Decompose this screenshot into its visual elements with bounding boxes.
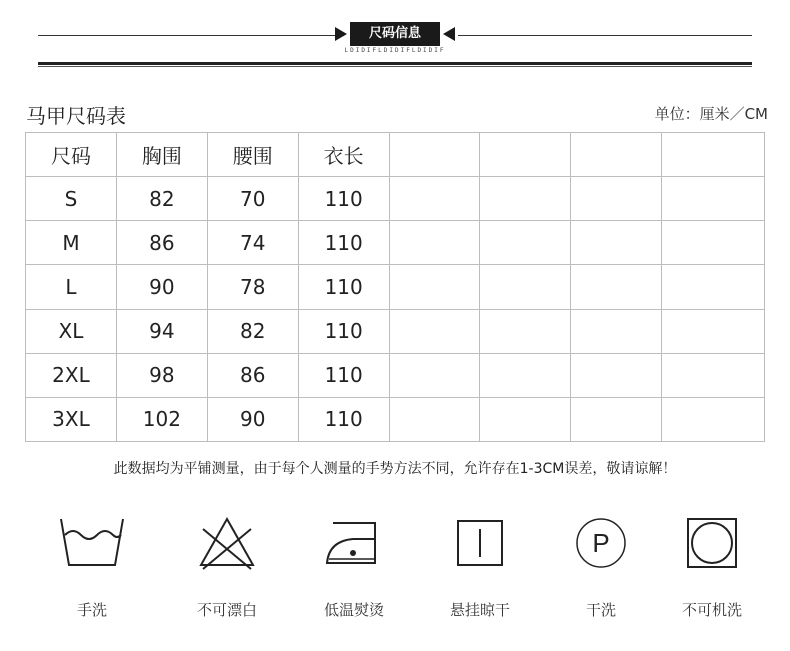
care-item-no-machine-wash [662,515,762,620]
cell: 86 [116,221,207,265]
cell [662,397,765,441]
care-label: 干洗 [585,601,616,619]
cell: L [26,265,117,309]
cell [662,353,765,397]
cell: 3XL [26,397,117,441]
svg-text:P: P [592,528,610,558]
header-cell: 腰围 [207,133,298,177]
cell: 110 [298,397,389,441]
header-title: 尺码信息 [350,22,440,46]
header-line-right [458,35,752,36]
cell [389,221,480,265]
cell: M [26,221,117,265]
cell: 110 [298,265,389,309]
cell: 78 [207,265,298,309]
dry-clean-icon [573,515,629,571]
header-cell [571,133,662,177]
care-label: 不可机洗 [681,601,742,619]
cell: 102 [116,397,207,441]
cell [389,353,480,397]
header-cell: 尺码 [26,133,117,177]
cell [389,397,480,441]
table-title: 马甲尺码表 [26,104,126,128]
low-iron-icon [323,515,385,571]
care-label: 低温熨烫 [323,601,384,619]
cell [571,221,662,265]
care-label: 悬挂晾干 [449,601,510,619]
cell [480,353,571,397]
cell: 74 [207,221,298,265]
cell [480,177,571,221]
cell: 98 [116,353,207,397]
care-item-no-bleach [177,515,277,620]
care-label: 不可漂白 [196,601,257,619]
header-cell: 胸围 [116,133,207,177]
cell [480,221,571,265]
cell [389,309,480,353]
header-arrow-right [443,27,455,41]
header-cell [662,133,765,177]
header-line-left [38,35,344,36]
cell [662,221,765,265]
cell [389,265,480,309]
cell [571,353,662,397]
table-row [26,353,765,397]
no-machine-wash-icon [684,515,740,571]
cell: 110 [298,221,389,265]
care-item-hand-wash [42,515,142,620]
hand-wash-icon [57,515,127,571]
divider-thick [38,62,752,65]
size-table [25,132,765,442]
care-item-hang-dry [430,515,530,620]
table-row [26,265,765,309]
cell [389,177,480,221]
cell: 82 [116,177,207,221]
table-row [26,309,765,353]
care-label: 手洗 [76,601,107,619]
cell [480,309,571,353]
cell [480,397,571,441]
care-item-low-iron [304,515,404,620]
cell [571,397,662,441]
cell [571,309,662,353]
table-header-row [26,133,765,177]
cell: 90 [207,397,298,441]
cell [480,265,571,309]
header-cell [389,133,480,177]
cell: 2XL [26,353,117,397]
care-item-dry-clean [551,515,651,620]
cell: 94 [116,309,207,353]
header-decoration-text: LDIDIFLDIDIFLDIDIF [344,47,446,54]
cell [571,265,662,309]
cell [571,177,662,221]
no-bleach-icon [197,515,257,571]
divider-thin [38,66,752,67]
cell: 110 [298,309,389,353]
cell: 90 [116,265,207,309]
cell: 110 [298,353,389,397]
cell: 82 [207,309,298,353]
measurement-note: 此数据均为平铺测量，由于每个人测量的手势方法不同，允许存在1-3CM误差，敬请谅解！ [113,461,677,477]
cell: 70 [207,177,298,221]
header-cell [480,133,571,177]
table-row [26,177,765,221]
unit-label: 单位：厘米／CM [654,105,768,123]
hang-dry-icon [455,515,505,571]
header-arrow-left [335,27,347,41]
table-row [26,397,765,441]
table-row [26,221,765,265]
cell: 110 [298,177,389,221]
cell [662,177,765,221]
cell: 86 [207,353,298,397]
cell: XL [26,309,117,353]
cell: S [26,177,117,221]
cell [662,265,765,309]
header-cell: 衣长 [298,133,389,177]
cell [662,309,765,353]
